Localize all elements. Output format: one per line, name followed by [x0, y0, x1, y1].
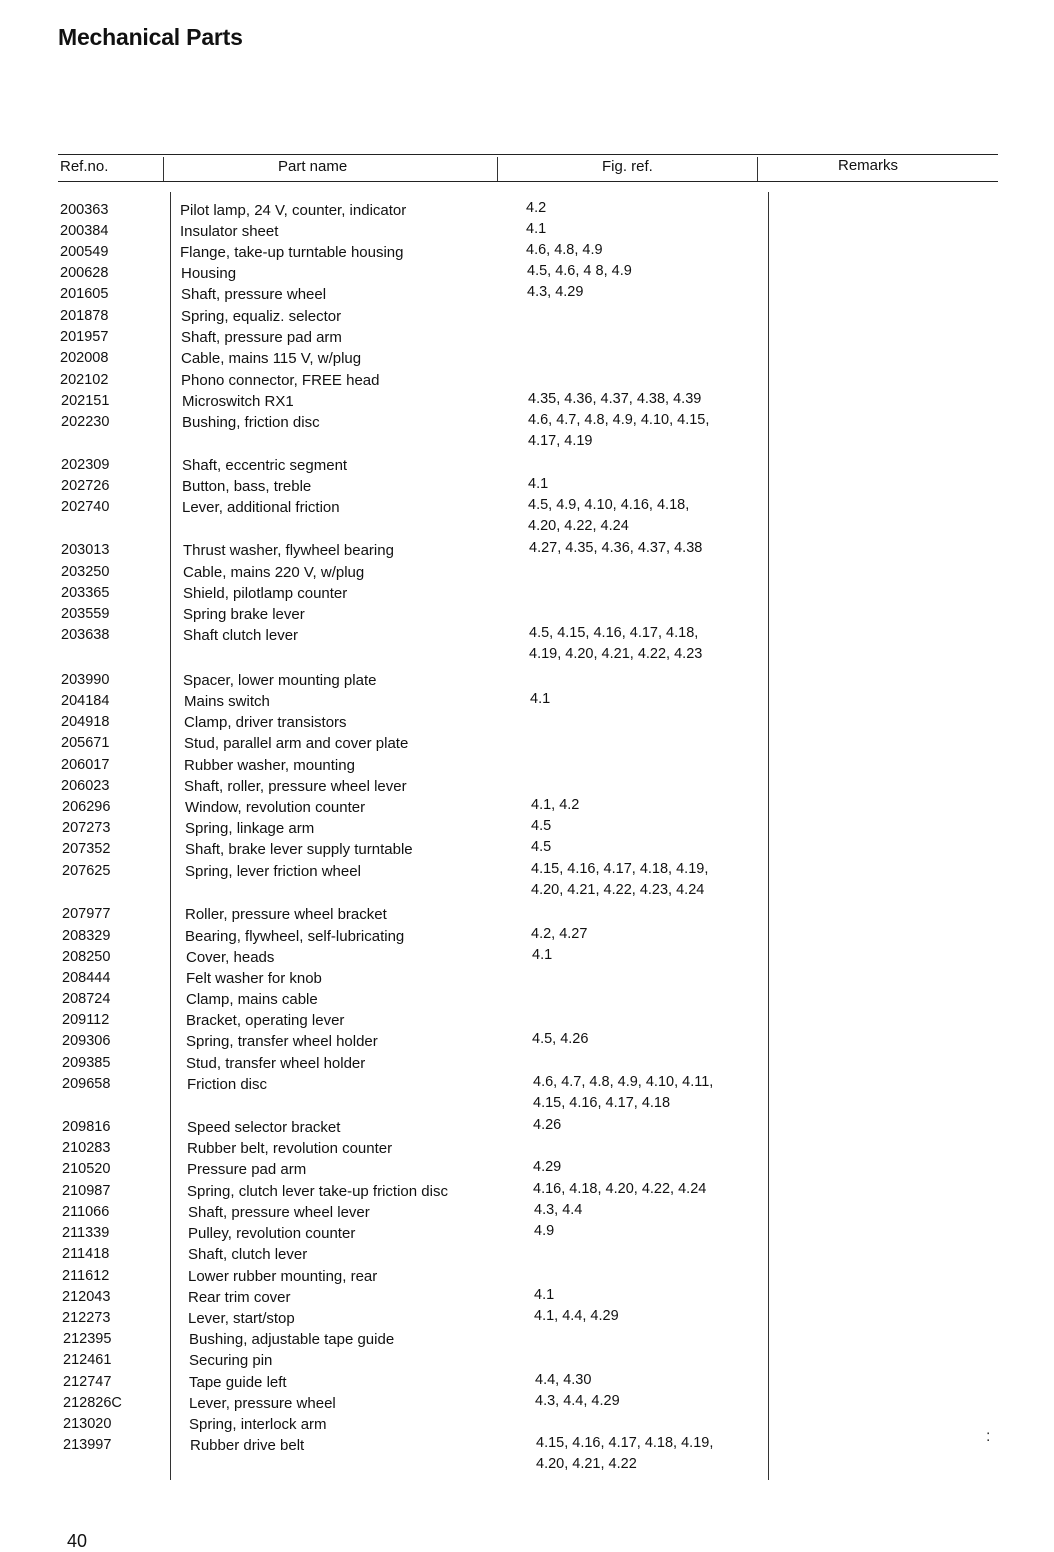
page-number: 40	[67, 1531, 88, 1551]
ref-no-cell: 202740	[61, 499, 110, 515]
part-name-cell: Bracket, operating lever	[186, 1012, 345, 1029]
table-row	[0, 372, 1054, 393]
table-row	[0, 1183, 1054, 1204]
table-row	[0, 1119, 1054, 1140]
table-row	[0, 585, 1054, 606]
table-row	[0, 1435, 1054, 1472]
part-name-cell: Shaft clutch lever	[183, 627, 299, 644]
table-row	[0, 672, 1054, 693]
ref-no-cell: 208724	[62, 991, 111, 1007]
ref-no-cell: 202309	[61, 457, 110, 473]
header-part-name: Part name	[278, 158, 348, 175]
ref-no-cell: 200384	[60, 223, 109, 239]
part-name-cell: Bushing, adjustable tape guide	[189, 1331, 395, 1348]
table-row	[0, 1268, 1054, 1289]
table-row	[0, 286, 1054, 307]
part-name-cell: Shield, pilotlamp counter	[183, 585, 348, 602]
ref-no-cell: 212826C	[63, 1395, 122, 1411]
ref-no-cell: 207977	[62, 906, 111, 922]
table-row	[0, 1246, 1054, 1267]
ref-no-cell: 206296	[62, 799, 111, 815]
table-row	[0, 1012, 1054, 1033]
table-row	[0, 820, 1054, 841]
ref-no-cell: 202102	[60, 372, 109, 388]
part-name-cell: Rubber belt, revolution counter	[187, 1140, 393, 1157]
ref-no-cell: 207625	[62, 863, 111, 879]
part-name-cell: Flange, take-up turntable housing	[180, 244, 404, 261]
fig-ref-cell: 4.29	[533, 1159, 562, 1175]
column-divider-2	[497, 157, 498, 181]
part-name-cell: Cover, heads	[186, 949, 275, 966]
ref-no-cell: 203559	[61, 606, 110, 622]
table-row	[0, 1140, 1054, 1161]
ref-no-cell: 212043	[62, 1289, 111, 1305]
ref-no-cell: 209385	[62, 1055, 111, 1071]
part-name-cell: Thrust washer, flywheel bearing	[183, 542, 394, 559]
table-row	[0, 497, 1054, 534]
fig-ref-cell: 4.5, 4.6, 4 8, 4.9	[527, 263, 632, 279]
fig-ref-continuation: 4.20, 4.22, 4.24	[528, 518, 629, 534]
table-row	[0, 757, 1054, 778]
ref-no-cell: 212273	[62, 1310, 111, 1326]
part-name-cell: Spring, lever friction wheel	[185, 863, 361, 880]
part-name-cell: Spring, clutch lever take-up friction disc	[187, 1183, 448, 1200]
page-title: Mechanical Parts	[58, 24, 243, 50]
part-name-cell: Stud, transfer wheel holder	[186, 1055, 366, 1072]
ref-no-cell: 211066	[62, 1204, 110, 1220]
ref-no-cell: 209658	[62, 1076, 111, 1092]
column-divider-3	[757, 157, 758, 181]
fig-ref-continuation: 4.20, 4.21, 4.22, 4.23, 4.24	[531, 882, 705, 898]
ref-no-cell: 209306	[62, 1033, 111, 1049]
ref-no-cell: 213020	[63, 1416, 112, 1432]
part-name-cell: Mains switch	[184, 693, 270, 710]
ref-no-cell: 200628	[60, 265, 109, 281]
part-name-cell: Rubber drive belt	[190, 1437, 305, 1454]
table-row	[0, 329, 1054, 350]
fig-ref-cell: 4.6, 4.7, 4.8, 4.9, 4.10, 4.15,	[528, 412, 710, 428]
part-name-cell: Pulley, revolution counter	[188, 1225, 356, 1242]
table-row	[0, 970, 1054, 991]
part-name-cell: Lever, additional friction	[182, 499, 340, 516]
header-bottom-rule	[58, 181, 998, 182]
table-row	[0, 1225, 1054, 1246]
table-row	[0, 1074, 1054, 1111]
table-row	[0, 457, 1054, 478]
part-name-cell: Shaft, roller, pressure wheel lever	[184, 778, 407, 795]
table-row	[0, 244, 1054, 265]
ref-no-cell: 201878	[60, 308, 109, 324]
part-name-cell: Cable, mains 115 V, w/plug	[181, 350, 362, 367]
part-name-cell: Pressure pad arm	[187, 1161, 307, 1178]
fig-ref-cell: 4.1, 4.2	[531, 797, 580, 813]
part-name-cell: Housing	[181, 265, 237, 282]
table-row	[0, 735, 1054, 756]
table-row	[0, 1310, 1054, 1331]
ref-no-cell: 203250	[61, 564, 110, 580]
part-name-cell: Spring, linkage arm	[185, 820, 315, 837]
table-row	[0, 625, 1054, 662]
table-row	[0, 606, 1054, 627]
table-row	[0, 412, 1054, 449]
table-row	[0, 714, 1054, 735]
part-name-cell: Lower rubber mounting, rear	[188, 1268, 378, 1285]
table-row	[0, 928, 1054, 949]
ref-no-cell: 212461	[63, 1352, 112, 1368]
part-name-cell: Spring, equaliz. selector	[181, 308, 342, 325]
fig-ref-continuation: 4.15, 4.16, 4.17, 4.18	[533, 1095, 671, 1111]
ref-no-cell: 200363	[60, 202, 109, 218]
fig-ref-cell: 4.5	[531, 818, 552, 834]
ref-no-cell: 207273	[62, 820, 111, 836]
ref-no-cell: 201957	[60, 329, 109, 345]
fig-ref-cell: 4.35, 4.36, 4.37, 4.38, 4.39	[528, 391, 702, 407]
table-row	[0, 308, 1054, 329]
ref-no-cell: 203013	[61, 542, 110, 558]
header-remarks: Remarks	[838, 157, 899, 174]
ref-no-cell: 209816	[62, 1119, 111, 1135]
table-row	[0, 778, 1054, 799]
ref-no-cell: 211612	[62, 1268, 110, 1284]
table-row	[0, 202, 1054, 223]
ref-no-cell: 201605	[60, 286, 109, 302]
ref-no-cell: 207352	[62, 841, 111, 857]
fig-ref-cell: 4.3, 4.29	[527, 284, 584, 300]
ref-no-cell: 212395	[63, 1331, 112, 1347]
part-name-cell: Lever, start/stop	[188, 1310, 295, 1327]
table-row	[0, 542, 1054, 563]
table-row	[0, 991, 1054, 1012]
part-name-cell: Rubber washer, mounting	[184, 757, 355, 774]
table-row	[0, 478, 1054, 499]
ref-no-cell: 210520	[62, 1161, 111, 1177]
part-name-cell: Shaft, clutch lever	[188, 1246, 308, 1263]
part-name-cell: Speed selector bracket	[187, 1119, 341, 1136]
ref-no-cell: 202726	[61, 478, 110, 494]
fig-ref-cell: 4.6, 4.8, 4.9	[526, 242, 603, 258]
table-row	[0, 1204, 1054, 1225]
ref-no-cell: 200549	[60, 244, 109, 260]
part-name-cell: Shaft, pressure pad arm	[181, 329, 342, 346]
part-name-cell: Clamp, driver transistors	[184, 714, 347, 731]
fig-ref-cell: 4.6, 4.7, 4.8, 4.9, 4.10, 4.11,	[533, 1074, 714, 1090]
ref-no-cell: 202151	[61, 393, 110, 409]
table-row	[0, 223, 1054, 244]
ref-no-cell: 208329	[62, 928, 111, 944]
part-name-cell: Stud, parallel arm and cover plate	[184, 735, 409, 752]
table-row	[0, 861, 1054, 898]
table-row	[0, 265, 1054, 286]
fig-ref-cell: 4.26	[533, 1117, 562, 1133]
part-name-cell: Insulator sheet	[180, 223, 279, 240]
table-row	[0, 350, 1054, 371]
table-row	[0, 1055, 1054, 1076]
table-row	[0, 1161, 1054, 1182]
part-name-cell: Securing pin	[189, 1352, 273, 1369]
fig-ref-continuation: 4.20, 4.21, 4.22	[536, 1456, 637, 1472]
table-row	[0, 841, 1054, 862]
part-name-cell: Clamp, mains cable	[186, 991, 318, 1008]
ref-no-cell: 204184	[61, 693, 110, 709]
part-name-cell: Window, revolution counter	[185, 799, 366, 816]
ref-no-cell: 212747	[63, 1374, 112, 1390]
fig-ref-cell: 4.2, 4.27	[531, 926, 588, 942]
table-row	[0, 1352, 1054, 1373]
ref-no-cell: 208444	[62, 970, 111, 986]
fig-ref-cell: 4.1	[528, 476, 549, 492]
table-row	[0, 564, 1054, 585]
table-row	[0, 1395, 1054, 1416]
ref-no-cell: 210283	[62, 1140, 111, 1156]
ref-no-cell: 209112	[62, 1012, 110, 1028]
table-row	[0, 949, 1054, 970]
fig-ref-continuation: 4.17, 4.19	[528, 433, 593, 449]
part-name-cell: Phono connector, FREE head	[181, 372, 380, 389]
part-name-cell: Shaft, brake lever supply turntable	[185, 841, 413, 858]
column-divider-1	[163, 157, 164, 181]
part-name-cell: Spring, transfer wheel holder	[186, 1033, 378, 1050]
ref-no-cell: 203990	[61, 672, 110, 688]
fig-ref-cell: 4.15, 4.16, 4.17, 4.18, 4.19,	[531, 861, 709, 877]
fig-ref-cell: 4.27, 4.35, 4.36, 4.37, 4.38	[529, 540, 703, 556]
ref-no-cell: 203365	[61, 585, 110, 601]
header-ref-no: Ref.no.	[60, 158, 109, 175]
part-name-cell: Felt washer for knob	[186, 970, 322, 987]
fig-ref-cell: 4.5	[531, 839, 552, 855]
table-row	[0, 1331, 1054, 1352]
part-name-cell: Spacer, lower mounting plate	[183, 672, 377, 689]
part-name-cell: Tape guide left	[189, 1374, 287, 1391]
part-name-cell: Spring brake lever	[183, 606, 305, 623]
table-row	[0, 693, 1054, 714]
margin-mark: :	[986, 1428, 991, 1445]
part-name-cell: Shaft, pressure wheel lever	[188, 1204, 370, 1221]
fig-ref-continuation: 4.19, 4.20, 4.21, 4.22, 4.23	[529, 646, 703, 662]
header-fig-ref: Fig. ref.	[602, 158, 653, 175]
fig-ref-cell: 4.1	[532, 947, 553, 963]
part-name-cell: Friction disc	[187, 1076, 268, 1093]
fig-ref-cell: 4.15, 4.16, 4.17, 4.18, 4.19,	[536, 1435, 714, 1451]
table-row	[0, 1289, 1054, 1310]
fig-ref-cell: 4.1	[534, 1287, 555, 1303]
fig-ref-cell: 4.1, 4.4, 4.29	[534, 1308, 619, 1324]
ref-no-cell: 211339	[62, 1225, 110, 1241]
fig-ref-cell: 4.1	[526, 221, 547, 237]
fig-ref-cell: 4.2	[526, 200, 547, 216]
table-row	[0, 1033, 1054, 1054]
part-name-cell: Rear trim cover	[188, 1289, 291, 1306]
table-row	[0, 799, 1054, 820]
part-name-cell: Microswitch RX1	[182, 393, 294, 410]
part-name-cell: Button, bass, treble	[182, 478, 312, 495]
fig-ref-cell: 4.16, 4.18, 4.20, 4.22, 4.24	[533, 1181, 707, 1197]
table-row	[0, 906, 1054, 927]
table-row	[0, 1416, 1054, 1437]
ref-no-cell: 202008	[60, 350, 109, 366]
ref-no-cell: 205671	[61, 735, 110, 751]
part-name-cell: Roller, pressure wheel bracket	[185, 906, 387, 923]
fig-ref-cell: 4.3, 4.4, 4.29	[535, 1393, 620, 1409]
fig-ref-cell: 4.5, 4.26	[532, 1031, 589, 1047]
part-name-cell: Cable, mains 220 V, w/plug	[183, 564, 365, 581]
part-name-cell: Bearing, flywheel, self-lubricating	[185, 928, 405, 945]
ref-no-cell: 203638	[61, 627, 110, 643]
part-name-cell: Bushing, friction disc	[182, 414, 320, 431]
fig-ref-cell: 4.5, 4.15, 4.16, 4.17, 4.18,	[529, 625, 699, 641]
fig-ref-cell: 4.9	[534, 1223, 555, 1239]
part-name-cell: Shaft, eccentric segment	[182, 457, 348, 474]
ref-no-cell: 202230	[61, 414, 110, 430]
ref-no-cell: 213997	[63, 1437, 112, 1453]
ref-no-cell: 210987	[62, 1183, 111, 1199]
ref-no-cell: 206017	[61, 757, 110, 773]
ref-no-cell: 204918	[61, 714, 110, 730]
fig-ref-cell: 4.3, 4.4	[534, 1202, 583, 1218]
fig-ref-cell: 4.1	[530, 691, 551, 707]
table-row	[0, 1374, 1054, 1395]
part-name-cell: Shaft, pressure wheel	[181, 286, 327, 303]
fig-ref-cell: 4.5, 4.9, 4.10, 4.16, 4.18,	[528, 497, 690, 513]
table-top-rule	[58, 154, 998, 155]
ref-no-cell: 211418	[62, 1246, 110, 1262]
part-name-cell: Lever, pressure wheel	[189, 1395, 336, 1412]
table-row	[0, 393, 1054, 414]
ref-no-cell: 206023	[61, 778, 110, 794]
fig-ref-cell: 4.4, 4.30	[535, 1372, 592, 1388]
part-name-cell: Pilot lamp, 24 V, counter, indicator	[180, 202, 407, 219]
ref-no-cell: 208250	[62, 949, 111, 965]
part-name-cell: Spring, interlock arm	[189, 1416, 327, 1433]
